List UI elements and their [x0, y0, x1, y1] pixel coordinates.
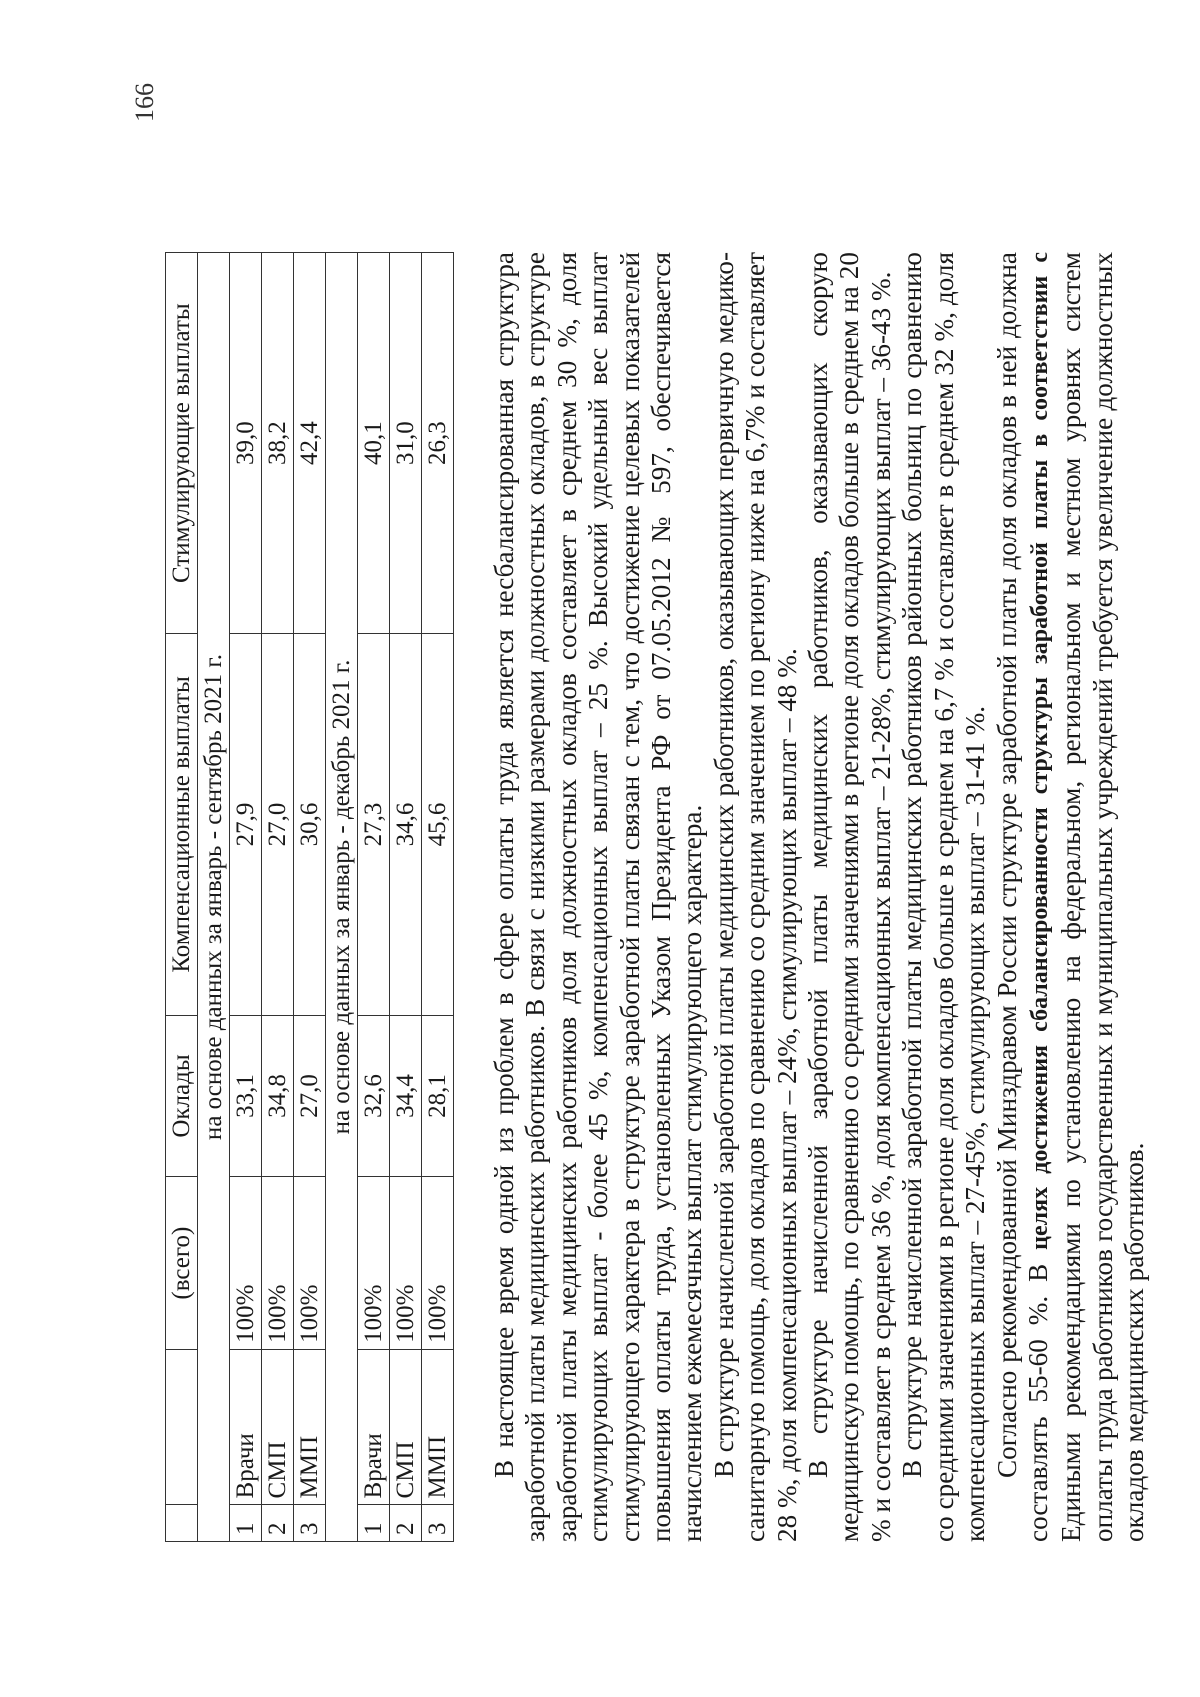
paragraph-text: Согласно рекомендованной Минздравом России структуре заработной платы доля окладов в ней должна составлять 55-60 %. В — [991, 252, 1053, 1542]
row-incentive: 26,3 — [422, 253, 454, 634]
paragraph — [992, 252, 1151, 1542]
row-oklady: 34,4 — [390, 1015, 422, 1177]
table-row — [390, 253, 422, 1542]
row-oklady: 28,1 — [422, 1015, 454, 1177]
body-text — [489, 252, 1151, 1542]
row-name: СМП — [262, 1349, 294, 1505]
row-num: 2 — [262, 1505, 294, 1542]
period-row — [326, 253, 358, 1542]
row-compensation: 45,6 — [422, 634, 454, 1015]
row-num: 3 — [294, 1505, 326, 1542]
row-num: 1 — [230, 1505, 262, 1542]
row-name: ММП — [294, 1349, 326, 1505]
row-oklady: 32,6 — [358, 1015, 390, 1177]
period-label: на основе данных за январь - декабрь 2021 г. — [326, 253, 358, 1542]
row-incentive: 40,1 — [358, 253, 390, 634]
bold-phrase: целях достижения сбалансированности структуры заработной платы в соответствии с — [1026, 251, 1053, 1250]
row-name: Врачи — [230, 1349, 262, 1505]
header-incentive: Стимулирующие выплаты — [166, 253, 198, 634]
row-compensation: 30,6 — [294, 634, 326, 1015]
paragraph: В структуре начисленной заработной платы медицинских работников, оказывающих первичную медико-санитарную помощь, доля окладов по сравнению со средним значением по региону ниже на 6,7% и составляет 28 %, доля компенсационных выплат – 24%, стимулирующих выплат – 48 %. — [708, 252, 802, 1542]
row-incentive: 31,0 — [390, 253, 422, 634]
header-cell-name — [166, 1349, 198, 1505]
row-incentive: 38,2 — [262, 253, 294, 634]
row-incentive: 39,0 — [230, 253, 262, 634]
salary-structure-table — [165, 252, 454, 1542]
table-row — [422, 253, 454, 1542]
header-cell-num — [166, 1505, 198, 1542]
row-oklady: 27,0 — [294, 1015, 326, 1177]
period-label: на основе данных за январь - сентябрь 2021 г. — [198, 253, 230, 1542]
header-compensation: Компенсационные выплаты — [166, 634, 198, 1015]
table-row — [230, 253, 262, 1542]
paragraph: В структуре начисленной заработной платы медицинских работников районных больниц по сравнению со средними значениями в регионе доля окладов больше в среднем на 6,7 % и составляет в среднем 32 %, доля компенсационных выплат – 27-45%, стимулирующих выплат – 31-41 %. — [897, 252, 991, 1542]
row-num: 2 — [390, 1505, 422, 1542]
table-row — [294, 253, 326, 1542]
row-total: 100% — [230, 1177, 262, 1349]
row-oklady: 34,8 — [262, 1015, 294, 1177]
row-compensation: 27,3 — [358, 634, 390, 1015]
table-header-row — [166, 253, 198, 1542]
paragraph: В структуре начисленной заработной платы медицинских работников, оказывающих скорую медицинскую помощь, по сравнению со средними значениями в регионе доля окладов больше в среднем на 20 % и составляет в среднем 36 %, доля компенсационных выплат – 21-28%, стимулирующих выплат – 36-43 %. — [803, 252, 896, 1542]
row-num: 1 — [358, 1505, 390, 1542]
header-oklady: Оклады — [166, 1015, 198, 1177]
row-total: 100% — [262, 1177, 294, 1349]
row-compensation: 34,6 — [390, 634, 422, 1015]
row-compensation: 27,0 — [262, 634, 294, 1015]
header-total: (всего) — [166, 1177, 198, 1349]
row-total: 100% — [390, 1177, 422, 1349]
table-row — [358, 253, 390, 1542]
page-content — [165, 252, 1151, 1542]
row-oklady: 33,1 — [230, 1015, 262, 1177]
row-name: ММП — [422, 1349, 454, 1505]
row-compensation: 27,9 — [230, 634, 262, 1015]
row-total: 100% — [422, 1177, 454, 1349]
row-name: СМП — [390, 1349, 422, 1505]
paragraph-text: Едиными рекомендациями по установлению на федеральном, региональном и местном уровнях систем оплаты труда работников государственных и муниципальных учреждений требуется увеличение должностных окладов медицинских работников. — [1056, 252, 1150, 1542]
row-num: 3 — [422, 1505, 454, 1542]
row-name: Врачи — [358, 1349, 390, 1505]
paragraph: В настоящее время одной из проблем в сфере оплаты труда является несбалансированная структура заработной платы медицинских работников. В связи с низкими размерами должностных окладов, в структуре заработной платы медицинских работников доля должностных окладов составляет в среднем 30 %, доля стимулирующих выплат - более 45 %, компенсационных выплат – 25 %. Высокий удельный вес выплат стимулирующего характера в структуре заработной платы связан с тем, что достижение целевых показателей повышения оплаты труда, установленных Указом Президента РФ от 07.05.2012 № 597, обеспечивается начислением ежемесячных выплат стимулирующего характера. — [489, 252, 708, 1542]
page-number: 166 — [130, 83, 159, 122]
row-total: 100% — [294, 1177, 326, 1349]
table-row — [262, 253, 294, 1542]
period-row — [198, 253, 230, 1542]
row-total: 100% — [358, 1177, 390, 1349]
row-incentive: 42,4 — [294, 253, 326, 634]
